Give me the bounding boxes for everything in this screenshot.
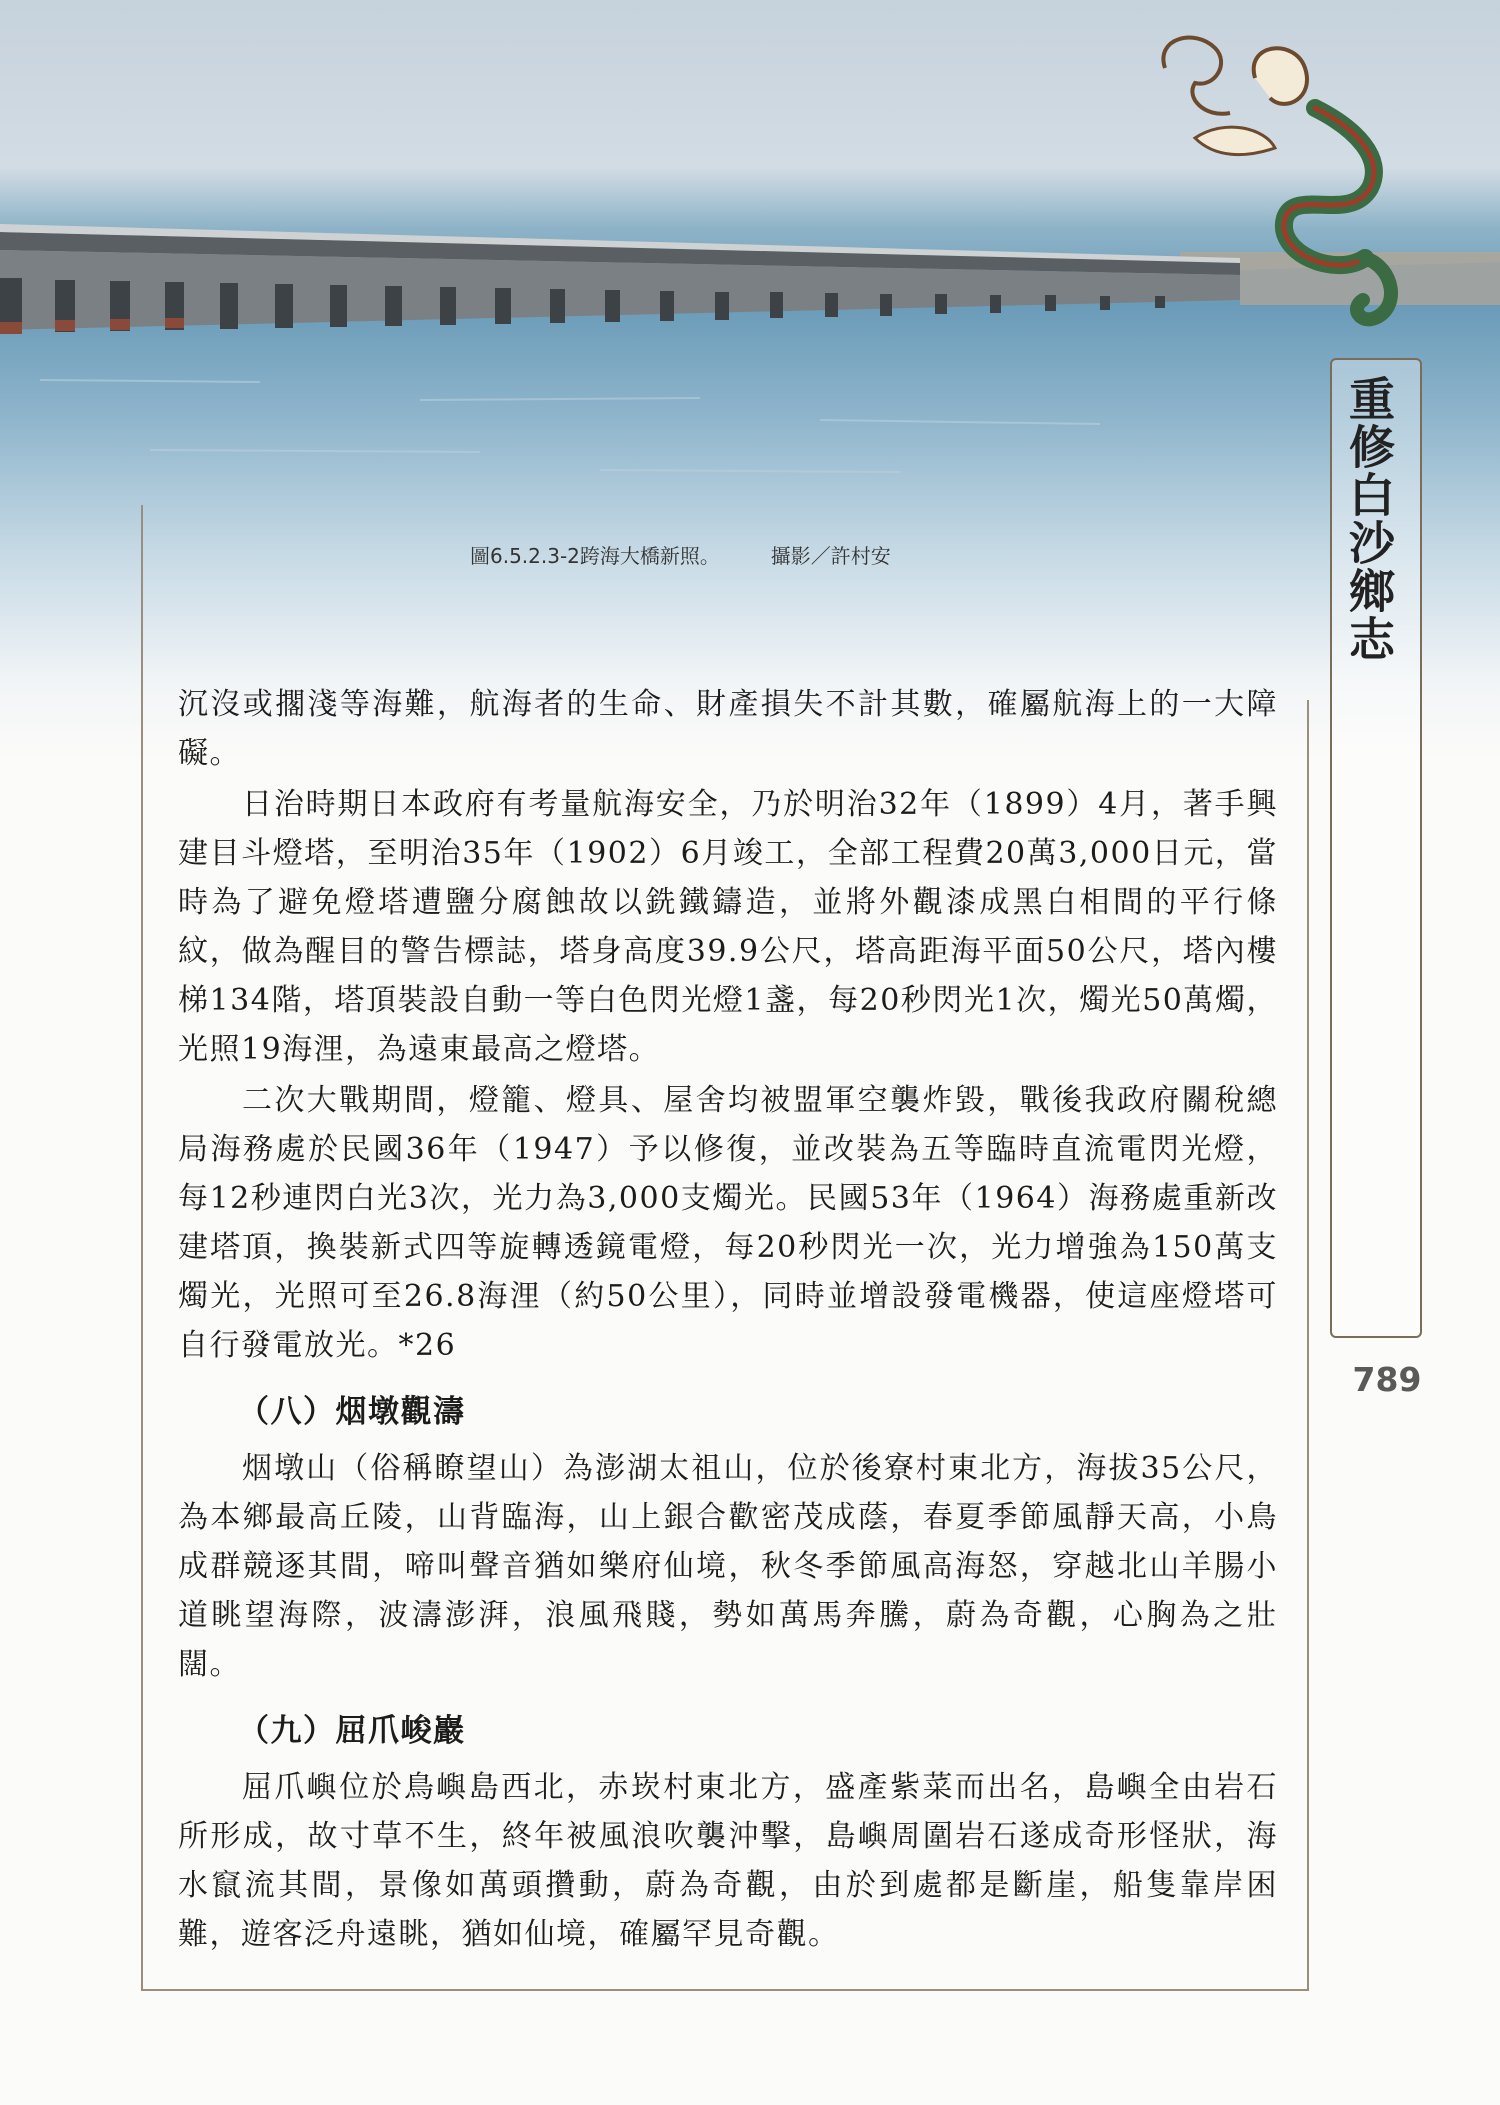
paragraph-4: 烟墩山（俗稱瞭望山）為澎湖太祖山，位於後寮村東北方，海拔35公尺，為本鄉最高丘陵，山背臨海，山上銀合歡密茂成蔭，春夏季節風靜天高，小鳥成群競逐其間，啼叫聲音猶如樂府仙境，秋冬季節風高海怒，穿越北山羊腸小道眺望海際，波濤澎湃，浪風飛賤，勢如萬馬奔騰，蔚為奇觀，心胸為之壯闊。	[178, 1451, 1278, 1682]
paragraph-1: 沉沒或擱淺等海難，航海者的生命、財產損失不計其數，確屬航海上的一大障礙。	[178, 687, 1278, 771]
cloud-dragon-ornament-icon	[1135, 18, 1435, 348]
photo-caption-line	[470, 540, 891, 569]
page-number: 789	[1352, 1360, 1422, 1399]
book-title: 重修白沙鄉志	[1342, 375, 1396, 663]
paragraph-3: 二次大戰期間，燈籠、燈具、屋舍均被盟軍空襲炸毀，戰後我政府關稅總局海務處於民國36年（1947）予以修復，並改裝為五等臨時直流電閃光燈，每12秒連閃白光3次，光力為3,000支燭光。民國53年（1964）海務處重新改建塔頂，換裝新式四等旋轉透鏡電燈，每20秒閃光一次，光力增強為150萬支燭光，光照可至26.8海浬（約50公里），同時並增設發電機器，使這座燈塔可自行發電放光。*26	[178, 1083, 1278, 1363]
frame-right-line	[1307, 700, 1309, 1991]
section-heading-8: （八）烟墩觀濤	[238, 1394, 466, 1430]
frame-left-line	[141, 505, 143, 1991]
photo-caption: 圖6.5.2.3-2跨海大橋新照。	[470, 544, 720, 568]
paragraph-2: 日治時期日本政府有考量航海安全，乃於明治32年（1899）4月，著手興建目斗燈塔，至明治35年（1902）6月竣工，全部工程費20萬3,000日元，當時為了避免燈塔遭鹽分腐蝕故以銑鐵鑄造，並將外觀漆成黑白相間的平行條紋，做為醒目的警告標誌，塔身高度39.9公尺，塔高距海平面50公尺，塔內樓梯134階，塔頂裝設自動一等白色閃光燈1盞，每20秒閃光1次，燭光50萬燭，光照19海浬，為遠東最高之燈塔。	[178, 787, 1279, 1067]
frame-bottom-line	[141, 1989, 1309, 1991]
section-heading-9: （九）屈爪峻巖	[238, 1713, 466, 1749]
body-text	[178, 680, 1278, 1959]
paragraph-5: 屈爪嶼位於鳥嶼島西北，赤崁村東北方，盛產紫菜而出名，島嶼全由岩石所形成，故寸草不生，終年被風浪吹襲沖擊，島嶼周圍岩石遂成奇形怪狀，海水竄流其間，景像如萬頭攢動，蔚為奇觀，由於到處都是斷崖，船隻靠岸困難，遊客泛舟遠眺，猶如仙境，確屬罕見奇觀。	[178, 1770, 1278, 1952]
photo-credit: 攝影／許村安	[770, 544, 891, 568]
